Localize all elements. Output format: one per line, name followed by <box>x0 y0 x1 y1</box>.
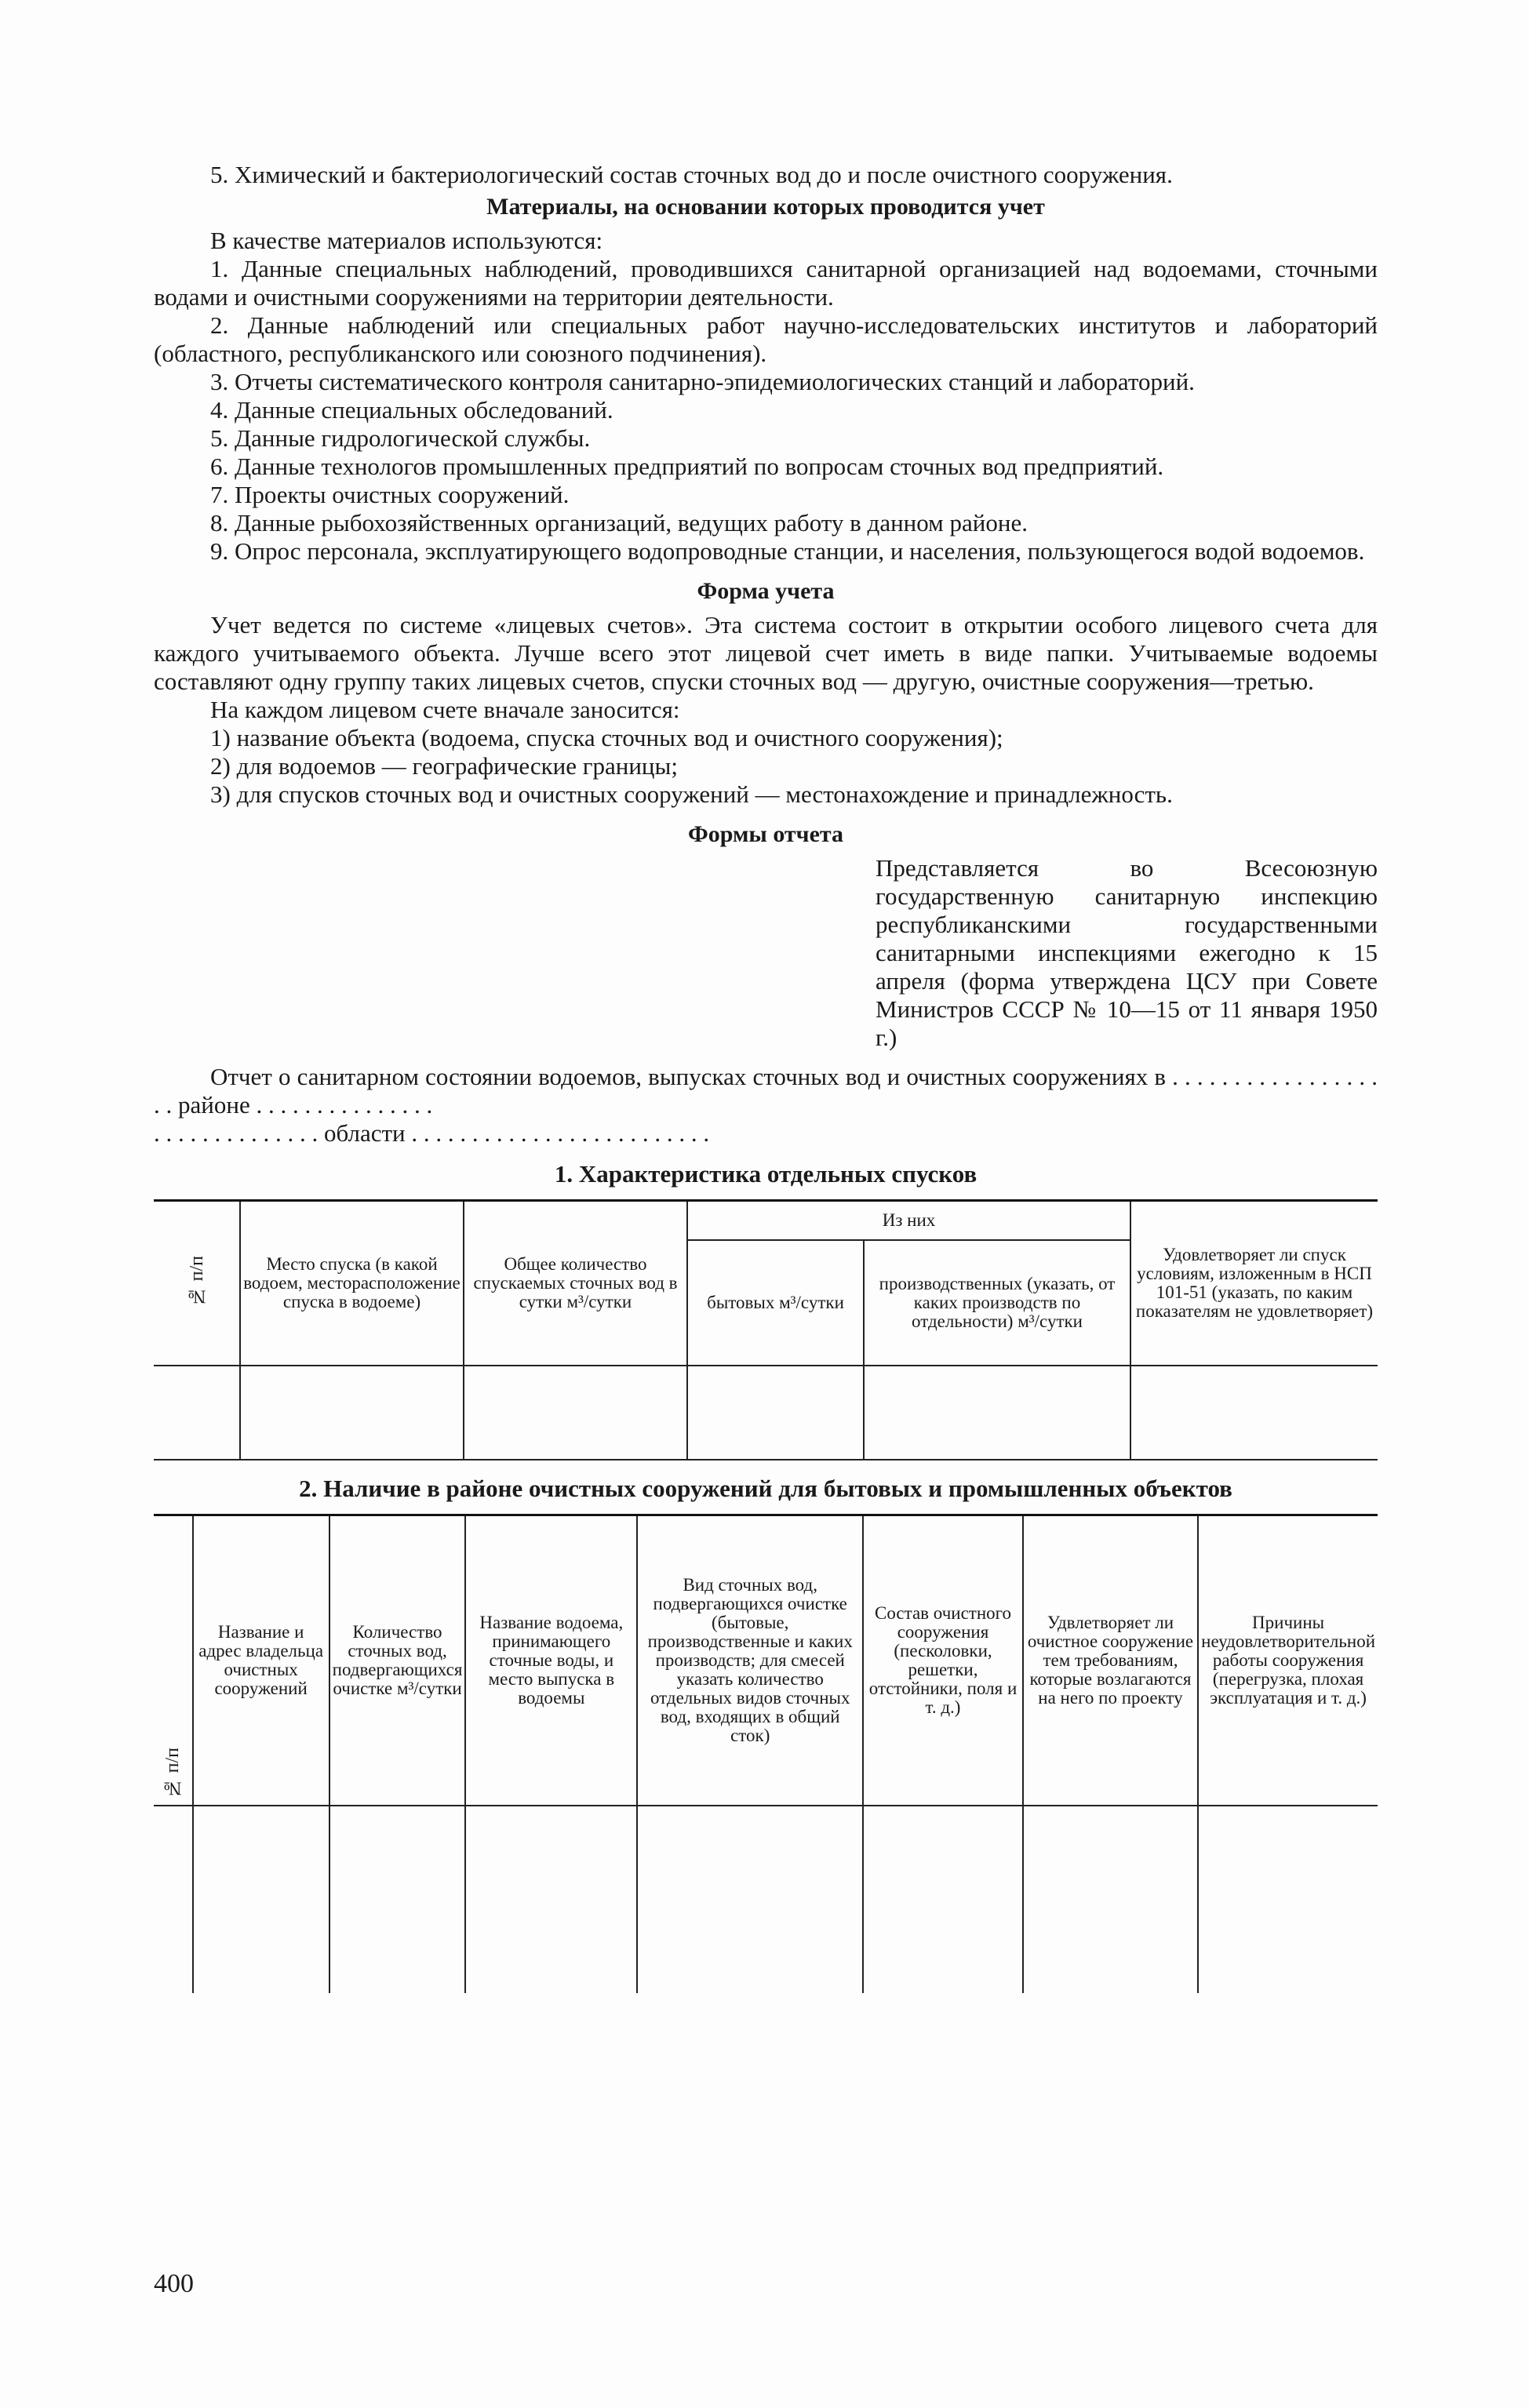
table-cell <box>329 1806 466 1993</box>
col-header-domestic: бытовых м³/сутки <box>687 1240 864 1366</box>
table-cell <box>154 1366 240 1460</box>
table-cell <box>687 1366 864 1460</box>
table-discharges <box>154 1199 1378 1460</box>
table-cell <box>464 1366 687 1460</box>
col-header-owner: Название и адрес владельца очистных сооружений <box>193 1515 329 1806</box>
materials-item: 4. Данные специальных обследований. <box>210 396 613 424</box>
materials-item: 1. Данные специальных наблюдений, проводившихся санитарной организацией над водоемами, сточными водами и очистными сооружениями на территории деятельности. <box>154 255 1378 311</box>
col-header-place: Место спуска (в какой водоем, месторасположение спуска в водоеме) <box>240 1201 464 1366</box>
table-row <box>154 1806 1378 1993</box>
table-treatment-facilities <box>154 1514 1378 1993</box>
form-uchet-item: 1) название объекта (водоема, спуска сточных вод и очистного сооружения); <box>210 724 1003 751</box>
table-cell <box>864 1366 1130 1460</box>
col-header-satisfies: Удвлетворяет ли очистное сооружение тем требованиям, которые возлагаются на него по проекту <box>1023 1515 1198 1806</box>
col-header-num: № п/п <box>154 1201 240 1366</box>
table-cell <box>1130 1366 1378 1460</box>
table1-title: 1. Характеристика отдельных спусков <box>554 1160 977 1188</box>
table-cell <box>154 1806 193 1993</box>
table-cell <box>193 1806 329 1993</box>
materials-item: 8. Данные рыбохозяйственных организаций, ведущих работу в данном районе. <box>210 509 1028 537</box>
materials-lead: В качестве материалов используются: <box>210 227 603 254</box>
form-uchet-item: 2) для водоемов — географические границы; <box>210 752 678 780</box>
col-header-satisfies: Удовлетворяет ли спуск условиям, изложенным в НСП 101-51 (указать, по каким показателям не удовлетворяет) <box>1130 1201 1378 1366</box>
submission-note: Представляется во Всесоюзную государственную санитарную инспекцию республиканскими государственными санитарными инспекциями ежегодно к 15 апреля (форма утверждена ЦСУ при Совете Министров СССР № 10—15 от 11 января 1950 г.) <box>876 854 1378 1051</box>
materials-item: 7. Проекты очистных сооружений. <box>210 481 570 508</box>
materials-item: 9. Опрос персонала, эксплуатирующего водопроводные станции, и населения, пользующегося водой водоемов. <box>210 537 1365 565</box>
col-header-water-body: Название водоема, принимающего сточные воды, и место выпуска в водоемы <box>465 1515 637 1806</box>
form-uchet-item: 3) для спусков сточных вод и очистных сооружений — местонахождение и принадлежность. <box>210 780 1173 808</box>
materials-item: 3. Отчеты систематического контроля санитарно-эпидемиологических станций и лабораторий. <box>210 368 1195 395</box>
col-header-reasons: Причины неудовлетворительной работы сооружения (перегрузка, плохая эксплуатация и т. д.) <box>1198 1515 1378 1806</box>
table-cell <box>465 1806 637 1993</box>
table-cell <box>240 1366 464 1460</box>
col-header-num: № п/п <box>154 1515 193 1806</box>
report-title-line: Отчет о санитарном состоянии водоемов, выпусках сточных вод и очистных сооружениях в . . . . . . . . . . . . . . . . . . . районе . . . . . . . . . . . . . . . <box>154 1063 1378 1119</box>
materials-item: 2. Данные наблюдений или специальных работ научно-исследовательских институтов и лабораторий (областного, республиканского или союзного подчинения). <box>154 311 1378 367</box>
page-number: 400 <box>154 2269 194 2298</box>
table2-title: 2. Наличие в районе очистных сооружений для бытовых и промышленных объектов <box>299 1475 1232 1502</box>
col-header-kind: Вид сточных вод, подвергающихся очистке (бытовые, производственные и каких производств; для смесей указать количество отдельных видов сточных вод, входящих в общий сток) <box>637 1515 863 1806</box>
materials-item: 6. Данные технологов промышленных предприятий по вопросам сточных вод предприятий. <box>210 453 1164 480</box>
form-uchet-heading: Форма учета <box>697 578 835 604</box>
report-title-line: . . . . . . . . . . . . . . области . . . . . . . . . . . . . . . . . . . . . . . . . <box>154 1119 710 1147</box>
form-uchet-paragraph: Учет ведется по системе «лицевых счетов». Эта система состоит в открытии особого лицевого счета для каждого учитываемого объекта. Лучше всего этот лицевой счет иметь в виде папки. Учитываемые водоемы составляют одну группу таких лицевых счетов, спуски сточных вод — другую, очистные сооружения—третью. <box>154 611 1378 695</box>
table-cell <box>1023 1806 1198 1993</box>
materials-heading: Материалы, на основании которых проводится учет <box>486 194 1045 220</box>
table-row <box>154 1366 1378 1460</box>
page-body <box>154 161 1378 1993</box>
table-cell <box>1198 1806 1378 1993</box>
col-header-composition: Состав очистного сооружения (песколовки, решетки, отстойники, поля и т. д.) <box>863 1515 1023 1806</box>
form-uchet-paragraph: На каждом лицевом счете вначале заносится: <box>210 696 680 723</box>
intro-item-5: 5. Химический и бактериологический состав сточных вод до и после очистного сооружения. <box>210 161 1173 188</box>
col-header-amount: Количество сточных вод, подвергающихся очистке м³/сутки <box>329 1515 466 1806</box>
forms-otcheta-heading: Формы отчета <box>687 821 844 847</box>
table-cell <box>863 1806 1023 1993</box>
materials-item: 5. Данные гидрологической службы. <box>210 424 591 452</box>
col-header-industrial: производственных (указать, от каких производств по отдельности) м³/сутки <box>864 1240 1130 1366</box>
col-header-total: Общее количество спускаемых сточных вод в сутки м³/сутки <box>464 1201 687 1366</box>
table-cell <box>637 1806 863 1993</box>
col-header-of-them: Из них <box>687 1201 1130 1241</box>
